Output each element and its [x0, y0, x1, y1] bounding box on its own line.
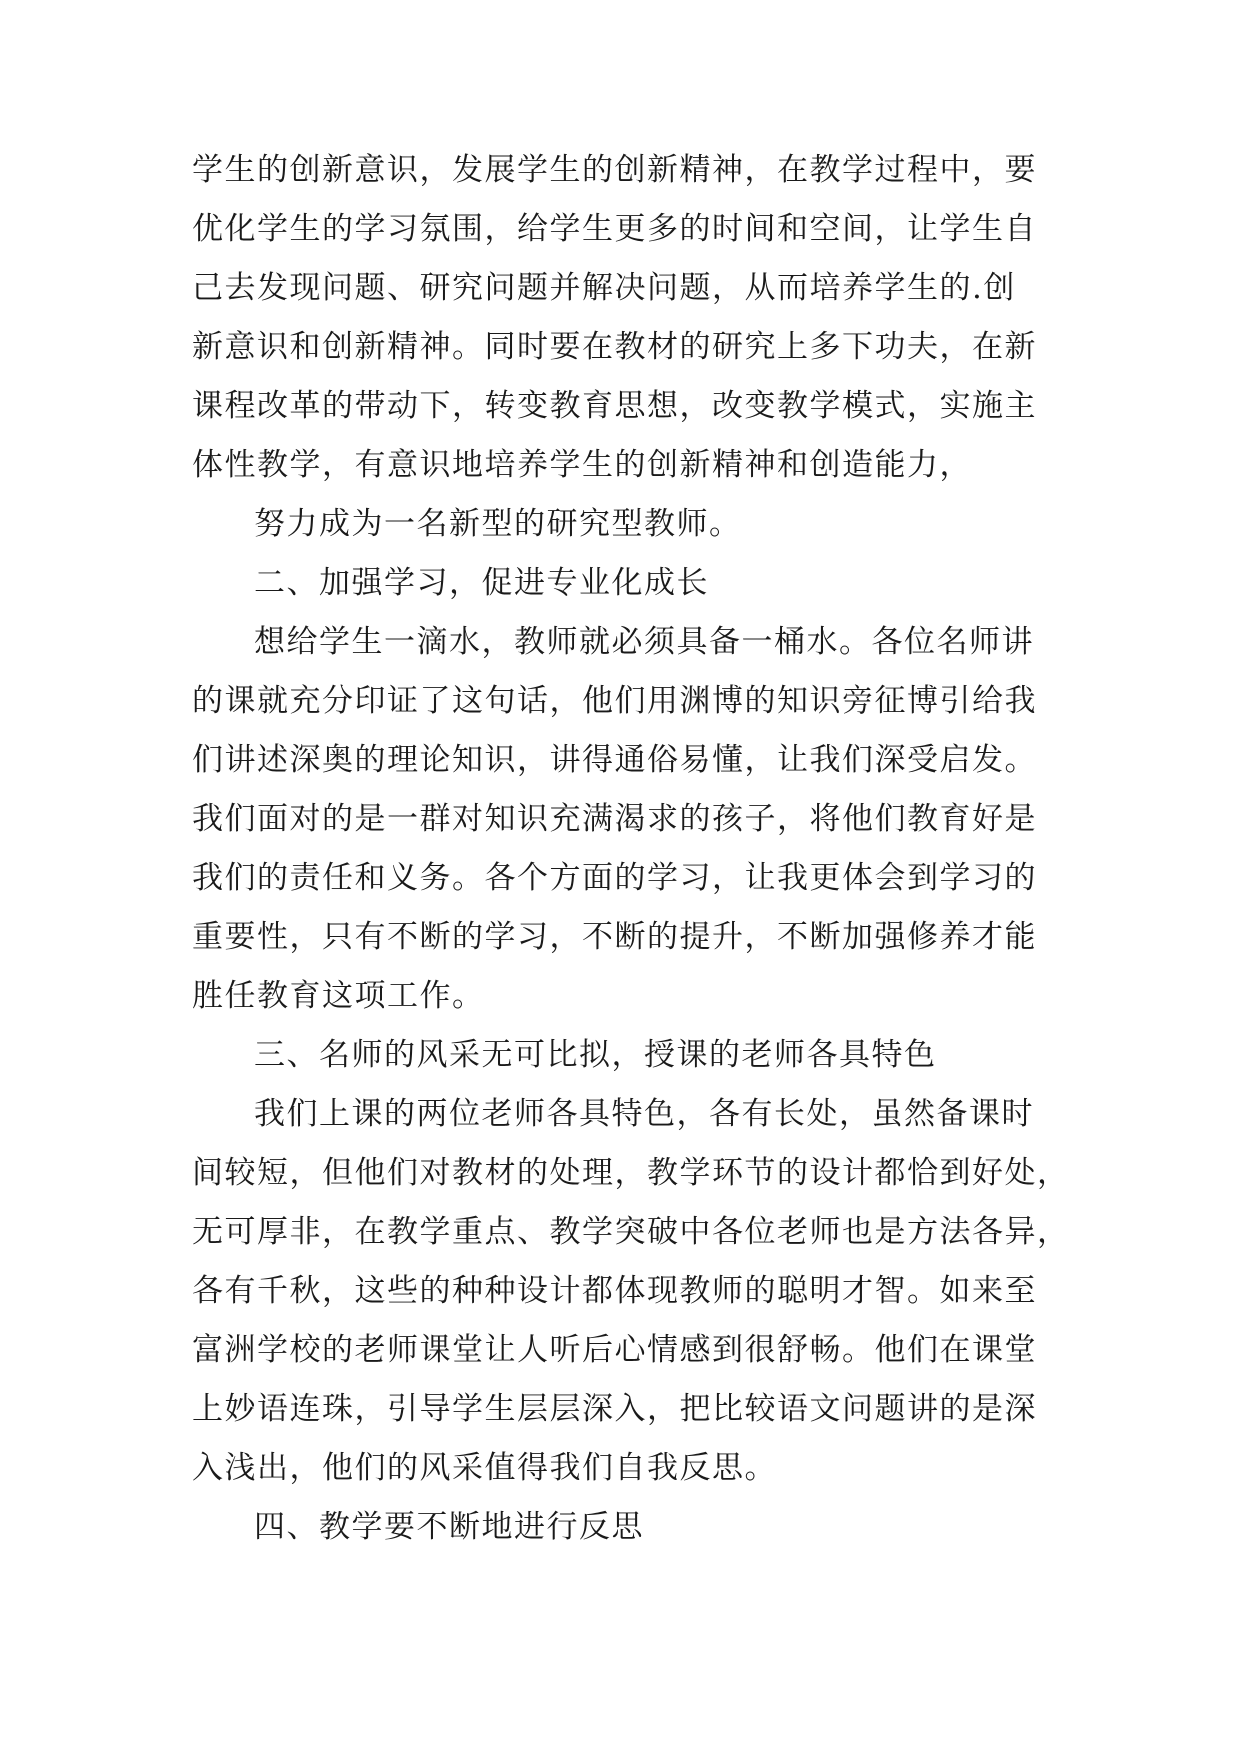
body-line: 课程改革的带动下，转变教育思想，改变教学模式，实施主	[192, 388, 1037, 424]
body-line: 优化学生的学习氛围，给学生更多的时间和空间，让学生自	[192, 211, 1037, 247]
body-line: 新意识和创新精神。同时要在教材的研究上多下功夫，在新	[192, 329, 1037, 365]
body-line: 富洲学校的老师课堂让人听后心情感到很舒畅。他们在课堂	[192, 1332, 1037, 1368]
body-line: 各有千秋，这些的种种设计都体现教师的聪明才智。如来至	[192, 1273, 1037, 1309]
body-line: 我们上课的两位老师各具特色，各有长处，虽然备课时	[254, 1096, 1034, 1132]
body-line: 己去发现问题、研究问题并解决问题，从而培养学生的.创	[192, 270, 1016, 306]
section-heading: 三、名师的风采无可比拟，授课的老师各具特色	[254, 1037, 937, 1073]
body-line: 的课就充分印证了这句话，他们用渊博的知识旁征博引给我	[192, 683, 1037, 719]
body-line: 间较短，但他们对教材的处理，教学环节的设计都恰到好处，	[192, 1155, 1070, 1191]
body-line: 入浅出，他们的风采值得我们自我反思。	[192, 1450, 777, 1486]
section-heading: 四、教学要不断地进行反思	[254, 1509, 644, 1545]
body-line: 体性教学，有意识地培养学生的创新精神和创造能力，	[192, 447, 972, 483]
body-line: 我们的责任和义务。各个方面的学习，让我更体会到学习的	[192, 860, 1037, 896]
body-line: 想给学生一滴水，教师就必须具备一桶水。各位名师讲	[254, 624, 1034, 660]
section-heading: 二、加强学习，促进专业化成长	[254, 565, 709, 601]
body-line: 努力成为一名新型的研究型教师。	[254, 506, 742, 542]
body-line: 无可厚非，在教学重点、教学突破中各位老师也是方法各异，	[192, 1214, 1070, 1250]
body-line: 们讲述深奥的理论知识，讲得通俗易懂，让我们深受启发。	[192, 742, 1037, 778]
body-line: 上妙语连珠，引导学生层层深入，把比较语文问题讲的是深	[192, 1391, 1037, 1427]
body-line: 重要性，只有不断的学习，不断的提升，不断加强修养才能	[192, 919, 1037, 955]
body-line: 学生的创新意识，发展学生的创新精神，在教学过程中，要	[192, 152, 1037, 188]
body-line: 我们面对的是一群对知识充满渴求的孩子，将他们教育好是	[192, 801, 1037, 837]
body-line: 胜任教育这项工作。	[192, 978, 485, 1014]
